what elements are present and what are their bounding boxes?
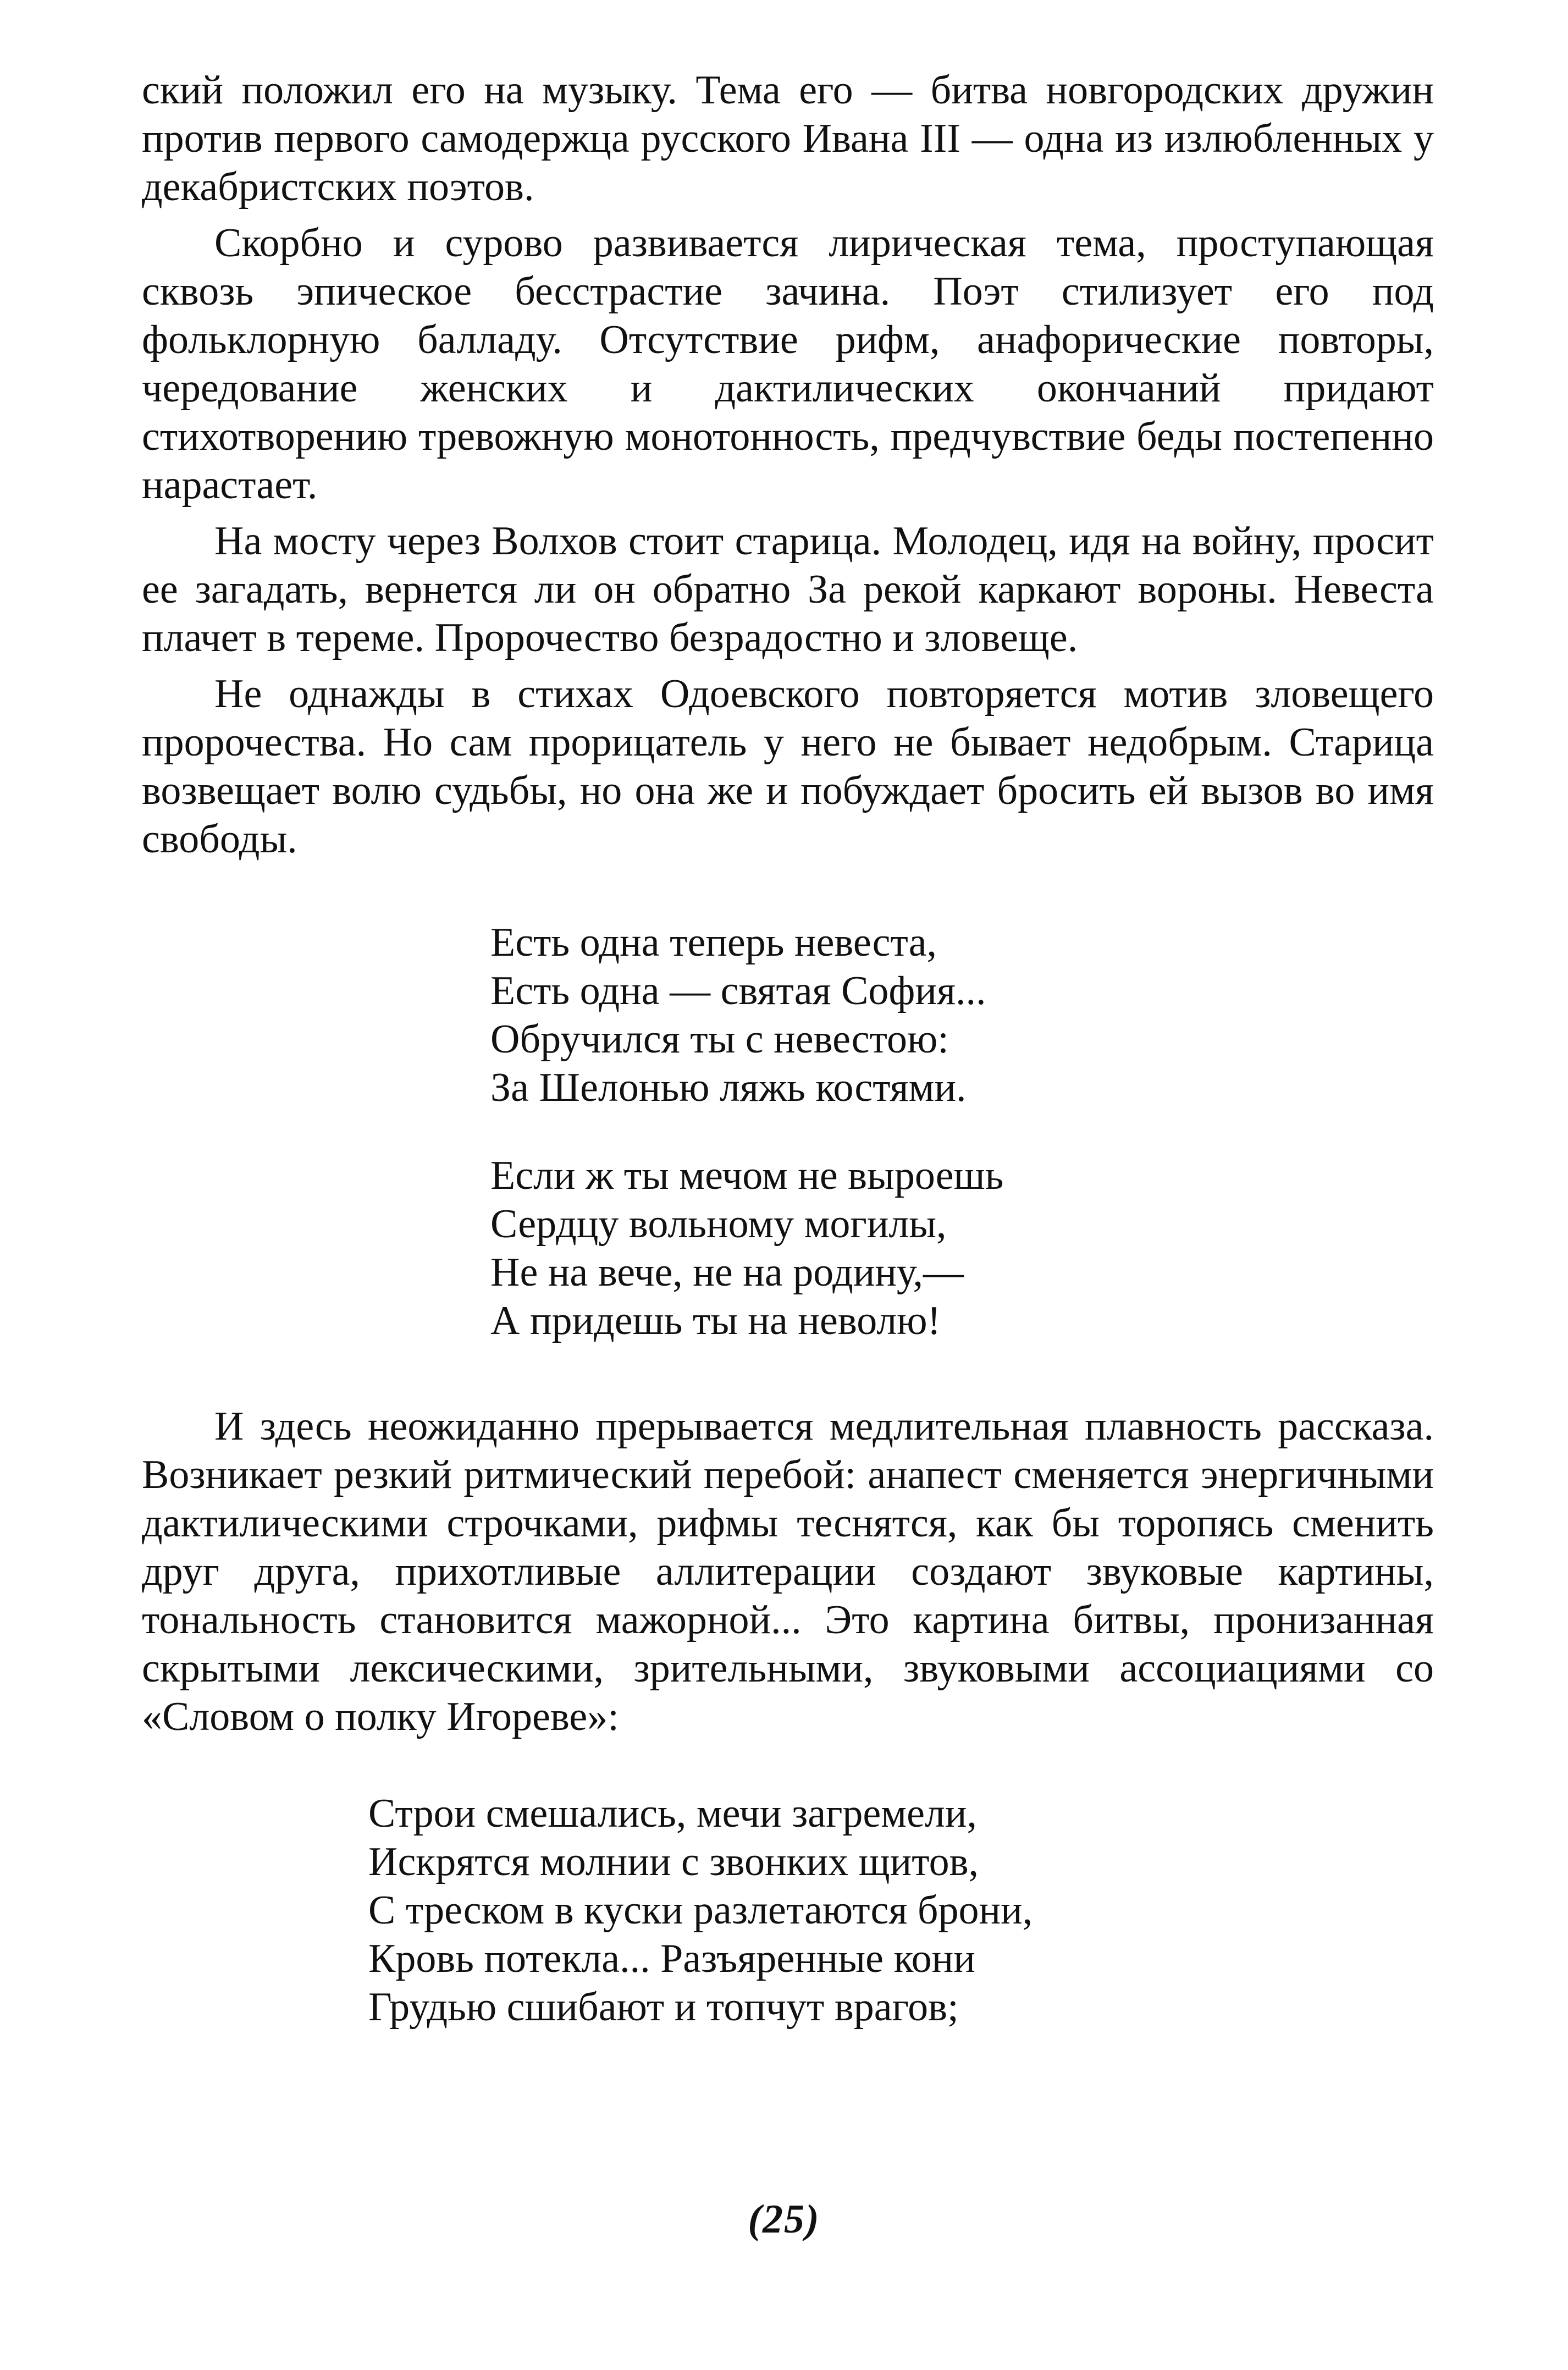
verse-line: Обручился ты с невестою: — [490, 1017, 949, 1062]
book-page — [142, 66, 1434, 2031]
verse-line: Кровь потекла... Разъяренные кони — [368, 1936, 975, 1981]
verse-line: С треском в куски разлетаются брони, — [368, 1888, 1033, 1933]
verse-stanza-1 — [490, 918, 1434, 1112]
verse-line: Искрятся молнии с звонких щитов, — [368, 1839, 979, 1884]
verse-line: Строи смешались, мечи загремели, — [368, 1791, 977, 1836]
paragraph-lyrical-theme: Скорбно и сурово развивается лирическая тема, проступающая сквозь эпическое бесстрастие зачина. Поэт стилизует его под фольклорную балладу. Отсутствие рифм, анафорические повторы, чередование женских и дактилических окончаний придают стихотворению тревожную монотонность, предчувствие беды постепенно нарастает. — [142, 221, 1434, 508]
verse-stanza-2 — [490, 1151, 1434, 1345]
verse-line: А придешь ты на неволю! — [490, 1298, 941, 1343]
paragraph-prophecy-motif: Не однажды в стихах Одоевского повторяется мотив зловещего пророчества. Но сам прорицатель у него не бывает недобрым. Старица возвещает волю судьбы, но она же и побуждает бросить ей вызов во имя свободы. — [142, 671, 1434, 862]
paragraph-continuation: ский положил его на музыку. Тема его — битва новгородских дружин против первого самодержца русского Ивана III — одна из излюбленных у декабристских поэтов. — [142, 68, 1434, 210]
verse-line: Не на вече, не на родину,— — [490, 1250, 964, 1295]
verse-stanza-3 — [368, 1789, 1434, 2031]
paragraph-battle-rhythm: И здесь неожиданно прерывается медлительная плавность рассказа. Возникает резкий ритмический перебой: анапест сменяется энергичными дактилическими строчками, рифмы теснятся, как бы торопясь сменить друг друга, прихотливые аллитерации создают звуковые картины, тональность становится мажорной... Это картина битвы, пронизанная скрытыми лексическими, зрительными, звуковыми ассоциациями со «Словом о полку Игореве»: — [142, 1404, 1434, 1739]
verse-line: Есть одна — святая София... — [490, 968, 986, 1013]
verse-line: Грудью сшибают и топчут врагов; — [368, 1985, 959, 2030]
paragraph-bridge-scene: На мосту через Волхов стоит старица. Молодец, идя на войну, просит ее загадать, вернется ли он обратно За рекой каркают вороны. Невеста плачет в тереме. Пророчество безрадостно и зловеще. — [142, 519, 1434, 660]
verse-line: За Шелонью ляжь костями. — [490, 1065, 967, 1110]
verse-line: Есть одна теперь невеста, — [490, 920, 937, 965]
verse-line: Сердцу вольному могилы, — [490, 1201, 947, 1247]
verse-line: Если ж ты мечом не выроешь — [490, 1153, 1004, 1198]
page-number: (25) — [748, 2197, 820, 2242]
